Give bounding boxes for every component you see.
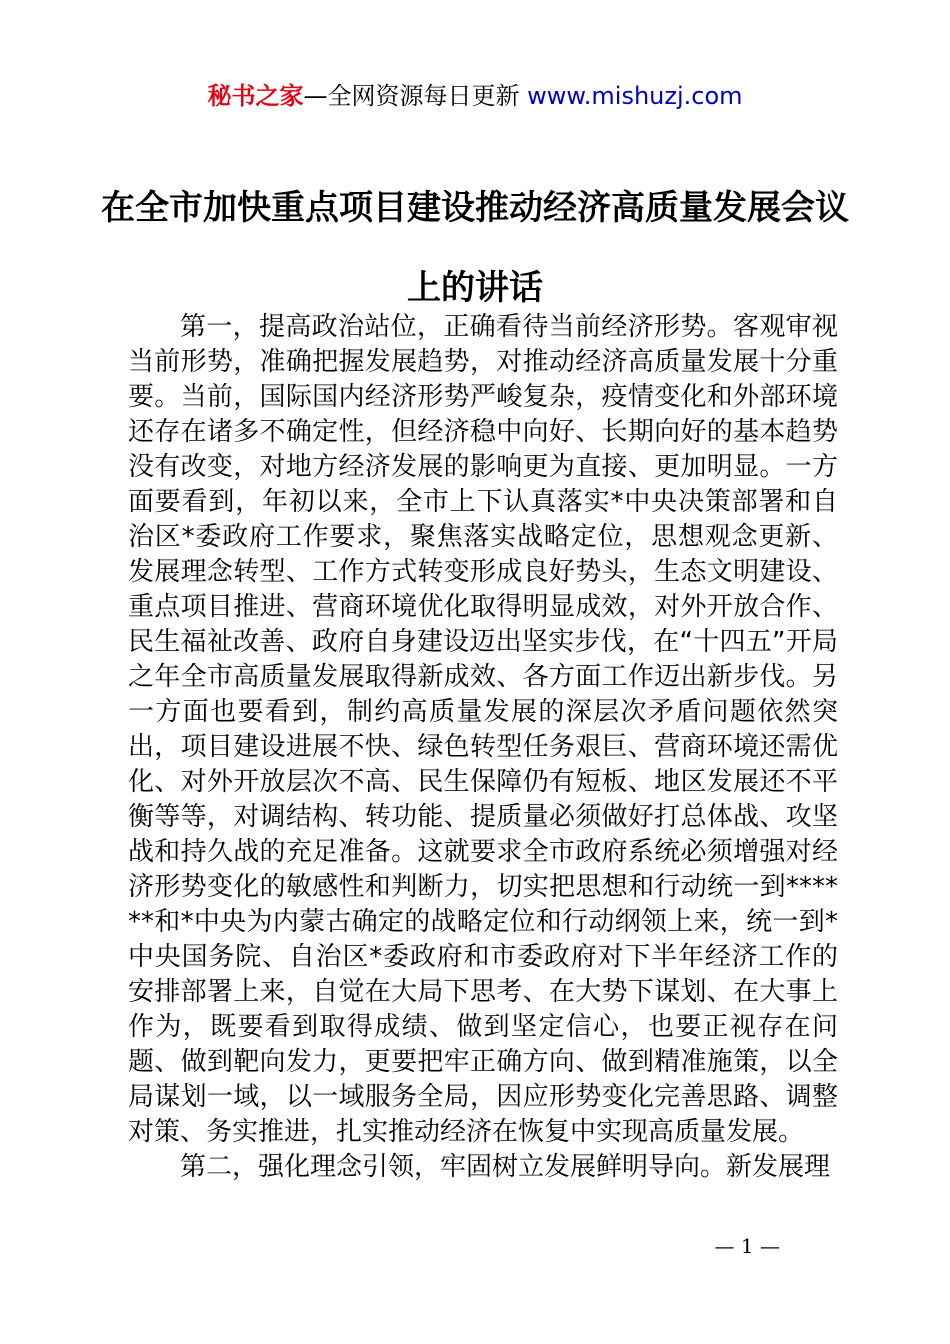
site-header [0,80,950,112]
document-body [128,310,838,1185]
document-title: 在全市加快重点项目建设推动经济高质量发展会议上的讲话 [101,188,849,308]
site-tagline: —全网资源每日更新 [303,82,528,110]
site-url: www.mishuzj.com [527,82,743,110]
page-number-text: — 1 — [714,1234,780,1258]
paragraph-2: 第二，强化理念引领，牢固树立发展鲜明导向。新发展理 [180,1152,831,1182]
paragraph-1: 第一，提高政治站位，正确看待当前经济形势。客观审视当前形势，准确把握发展趋势，对推动经济高质量发展十分重要。当前，国际国内经济形势严峻复杂，疫情变化和外部环境还存在诸多不确定性，但经济稳中向好、长期向好的基本趋势没有改变，对地方经济发展的影响更为直接、更加明显。一方面要看到，年初以来，全市上下认真落实*中央决策部署和自治区*委政府工作要求，聚焦落实战略定位，思想观念更新、发展理念转型、工作方式转变形成良好势头，生态文明建设、重点项目推进、营商环境优化取得明显成效，对外开放合作、民生福祉改善、政府自身建设迈出坚实步伐，在“十四五”开局之年全市高质量发展取得新成效、各方面工作迈出新步伐。另一方面也要看到，制约高质量发展的深层次矛盾问题依然突出，项目建设进展不快、绿色转型任务艰巨、营商环境还需优化、对外开放层次不高、民生保障仍有短板、地区发展还不平衡等等，对调结构、转功能、提质量必须做好打总体战、攻坚战和持久战的充足准备。这就要求全市政府系统必须增强对经济形势变化的敏感性和判断力，切实把思想和行动统一到******和*中央为内蒙古确定的战略定位和行动纲领上来，统一到*中央国务院、自治区*委政府和市委政府对下半年经济工作的安排部署上来，自觉在大局下思考、在大势下谋划、在大事上作为，既要看到取得成绩、做到坚定信心，也要正视存在问题、做到靶向发力，更要把牢正确方向、做到精准施策，以全局谋划一域，以一域服务全局，因应形势变化完善思路、调整对策、务实推进，扎实推动经济在恢复中实现高质量发展。 [128,312,838,1147]
site-brand: 秘书之家 [207,82,304,110]
page-number [0,1232,950,1260]
